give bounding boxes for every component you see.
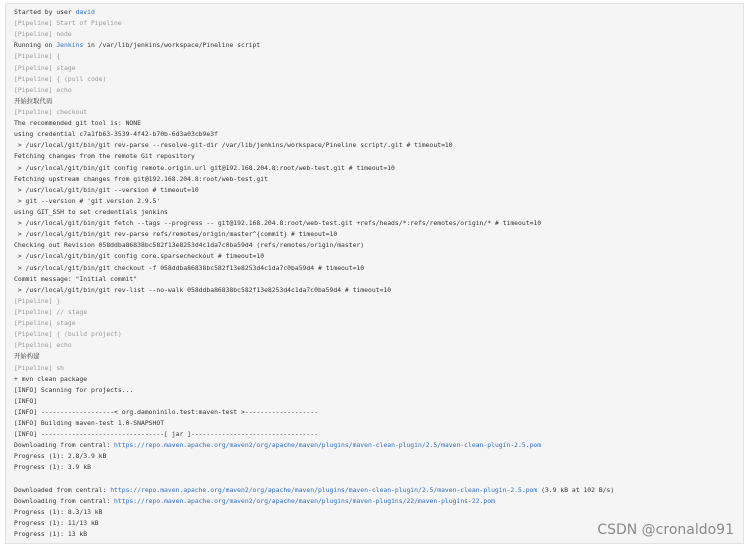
console-text: [Pipeline] echo [14, 341, 72, 350]
console-text: Progress (1): 13 kB [14, 530, 88, 539]
console-text: Downloading from central: [14, 441, 115, 450]
console-text: Progress (1): 2.8/3.9 kB [14, 452, 107, 461]
console-line [14, 163, 739, 174]
pipeline-step-line [14, 307, 739, 318]
console-line [14, 251, 739, 262]
console-line [14, 96, 739, 107]
console-text: > git --version # 'git version 2.9.5' [14, 196, 161, 205]
console-line [14, 407, 739, 418]
console-line [14, 496, 739, 507]
console-text: [INFO] [14, 396, 38, 405]
console-text: Downloading from central: [14, 496, 115, 505]
console-text: [Pipeline] stage [14, 319, 76, 328]
console-text: > /usr/local/git/bin/git checkout -f 058ddba86838bc582f13e8253d4c1da7c0ba59d4 # timeout=10 [14, 263, 365, 272]
console-text: [Pipeline] node [14, 30, 72, 39]
console-line [14, 240, 739, 251]
console-text: using GIT_SSH to set credentials jenkins [14, 207, 168, 216]
console-link[interactable]: Jenkins [56, 41, 84, 50]
console-text: [Pipeline] { [14, 52, 61, 61]
console-text: in /var/lib/jenkins/workspace/Pineline script [83, 41, 261, 50]
console-text: > /usr/local/git/bin/git config core.sparsecheckout # timeout=10 [14, 252, 265, 261]
console-line [14, 7, 739, 18]
console-link[interactable]: https://repo.maven.apache.org/maven2/org/apache/maven/plugins/maven-clean-plugin/2.5/maven-clean-plugin-2.5.pom [114, 441, 542, 450]
pipeline-step-line [14, 318, 739, 329]
console-output [5, 3, 744, 544]
console-lines [14, 7, 739, 540]
console-link[interactable]: david [75, 8, 95, 16]
console-text: > /usr/local/git/bin/git rev-list --no-walk 058ddba86838bc582f13e8253d4c1da7c0ba59d4 # timeout=10 [14, 285, 392, 294]
console-line [14, 274, 739, 285]
console-text: Downloaded from central: [14, 485, 111, 494]
pipeline-step-line [14, 85, 739, 96]
console-link[interactable]: https://repo.maven.apache.org/maven2/org/apache/maven/plugins/maven-plugins/22/maven-plugins-22.pom [114, 496, 495, 505]
console-text: Checking out Revision 058ddba86838bc582f13e8253d4c1da7c0ba59d4 (refs/remotes/origin/master) [14, 241, 365, 250]
console-line [14, 396, 739, 407]
console-line [14, 40, 739, 51]
pipeline-step-line [14, 63, 739, 74]
console-text: > /usr/local/git/bin/git fetch --tags --progress -- git@192.168.204.8:root/web-test.git +refs/heads/*:refs/remotes/origin/* # timeout=10 [14, 219, 542, 228]
pipeline-step-line [14, 329, 739, 340]
console-text: [INFO] Building maven-test 1.0-SNAPSHOT [14, 419, 165, 428]
console-line [14, 263, 739, 274]
console-line [14, 351, 739, 362]
pipeline-step-line [14, 74, 739, 85]
console-line [14, 196, 739, 207]
pipeline-step-line [14, 107, 739, 118]
console-text: > /usr/local/git/bin/git rev-parse --resolve-git-dir /var/lib/jenkins/workspace/Pineline script/.git # timeout=10 [14, 141, 453, 150]
console-text: Commit message: "Initial commit" [14, 274, 138, 283]
console-line [14, 474, 739, 485]
console-line [14, 507, 739, 518]
console-line [14, 440, 739, 451]
console-text: [Pipeline] { (pull code) [14, 74, 107, 83]
console-text: > /usr/local/git/bin/git --version # timeout=10 [14, 185, 199, 194]
console-text: > /usr/local/git/bin/git rev-parse refs/remotes/origin/master^{commit} # timeout=10 [14, 230, 338, 239]
console-line [14, 462, 739, 473]
console-line [14, 151, 739, 162]
console-text: [Pipeline] sh [14, 363, 65, 372]
console-text: [INFO] -------------------< org.damoninilo.test:maven-test >------------------- [14, 407, 318, 416]
console-line [14, 374, 739, 385]
console-text: + mvn clean package [14, 374, 88, 383]
console-line [14, 207, 739, 218]
console-text: Fetching upstream changes from git@192.168.204.8:root/web-test.git [14, 174, 268, 183]
console-text: Started by user [14, 8, 76, 16]
console-text: Progress (1): 8.3/13 kB [14, 507, 103, 516]
console-text: (3.9 kB at 102 B/s) [537, 485, 615, 494]
console-text: Running on [14, 41, 57, 50]
pipeline-step-line [14, 51, 739, 62]
console-line [14, 218, 739, 229]
console-line [14, 140, 739, 151]
console-line [14, 418, 739, 429]
console-line [14, 229, 739, 240]
console-line [14, 485, 739, 496]
console-text: Fetching changes from the remote Git repository [14, 152, 195, 161]
console-line [14, 429, 739, 440]
console-text: [INFO] Scanning for projects... [14, 385, 134, 394]
console-text: 开始构建 [14, 352, 40, 361]
console-text: [Pipeline] Start of Pipeline [14, 19, 122, 28]
console-text: Progress (1): 11/13 kB [14, 519, 99, 528]
console-text: [Pipeline] { (build project) [14, 330, 122, 339]
console-line [14, 385, 739, 396]
pipeline-step-line [14, 29, 739, 40]
console-text: using credential c7a1fb63-3539-4f42-b70b-6d3a03cb9e3f [14, 130, 218, 139]
console-line [14, 129, 739, 140]
console-line [14, 174, 739, 185]
console-text: [Pipeline] stage [14, 63, 76, 72]
console-link[interactable]: https://repo.maven.apache.org/maven2/org/apache/maven/plugins/maven-clean-plugin/2.5/maven-clean-plugin-2.5.pom [110, 485, 538, 494]
watermark: CSDN @cronaldo91 [597, 522, 734, 538]
pipeline-step-line [14, 18, 739, 29]
console-line [14, 185, 739, 196]
console-text: Progress (1): 3.9 kB [14, 463, 91, 472]
console-text: [INFO] --------------------------------[ jar ]--------------------------------- [14, 430, 318, 439]
console-text: [Pipeline] echo [14, 85, 72, 94]
console-text: The recommended git tool is: NONE [14, 119, 141, 128]
console-text: [Pipeline] // stage [14, 307, 88, 316]
pipeline-step-line [14, 340, 739, 351]
console-line [14, 118, 739, 129]
console-text: [Pipeline] } [14, 296, 61, 305]
console-line [14, 285, 739, 296]
console-text: > /usr/local/git/bin/git config remote.origin.url git@192.168.204.8:root/web-test.git # timeout=10 [14, 163, 395, 172]
console-text: [Pipeline] checkout [14, 107, 88, 116]
pipeline-step-line [14, 363, 739, 374]
pipeline-step-line [14, 296, 739, 307]
console-line [14, 451, 739, 462]
console-text: 开始拉取代码 [14, 96, 53, 105]
